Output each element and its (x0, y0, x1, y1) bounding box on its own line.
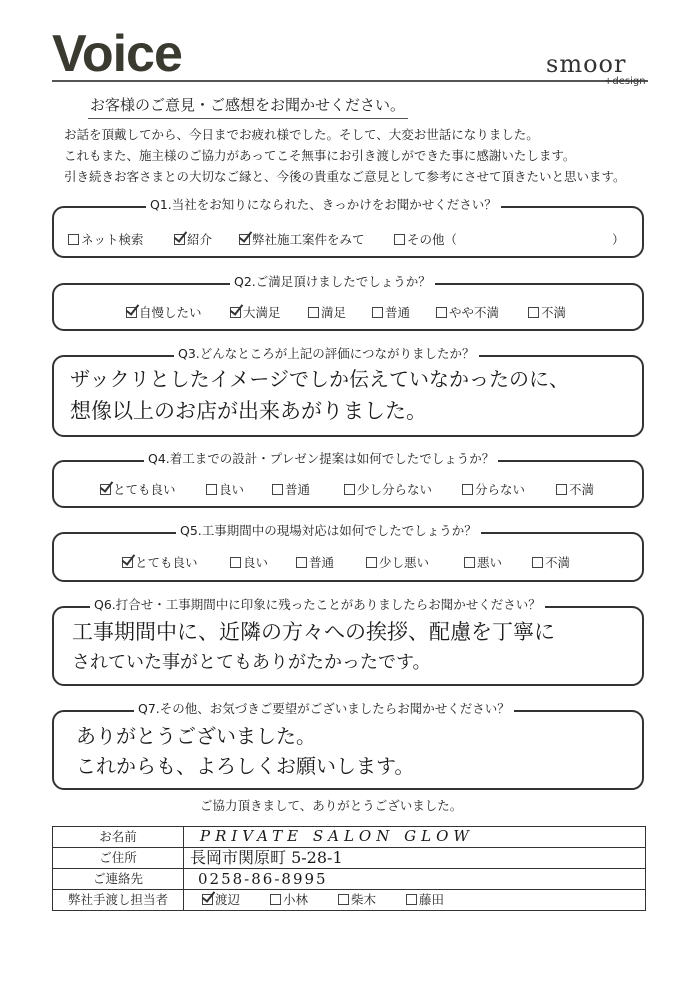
q5-question: Q5.工事期間中の現場対応は如何でしたでしょうか？ (176, 525, 481, 538)
name-label: お名前 (53, 827, 184, 848)
checkbox-checked-icon (122, 557, 133, 568)
q1-close-paren: ） (612, 232, 625, 247)
q2-option[interactable]: やや不満 (436, 307, 499, 320)
q1-option-project[interactable]: 弊社施工案件をみて (239, 234, 365, 247)
checkbox-icon (206, 484, 217, 495)
q4-option[interactable]: 普通 (272, 484, 310, 497)
contact-field[interactable] (184, 869, 646, 890)
q2-option[interactable]: 満足 (308, 307, 346, 320)
intro-heading: お客様のご意見・ご感想をお聞かせください。 (90, 96, 406, 114)
staff-field (184, 890, 646, 911)
q3-answer-line: 想像以上のお店が出来あがりました。 (70, 399, 427, 423)
thanks-message: ご協力頂きまして、ありがとうございました。 (200, 798, 463, 813)
q4-option[interactable]: 少し分らない (344, 484, 432, 497)
q6-box (52, 597, 644, 686)
q4-option[interactable]: 不満 (556, 484, 594, 497)
checkbox-icon (462, 484, 473, 495)
q2-option[interactable]: 普通 (372, 307, 410, 320)
checkbox-checked-icon (126, 307, 137, 318)
q1-option-other[interactable]: その他（ (394, 234, 457, 247)
q2-option[interactable]: 不満 (528, 307, 566, 320)
q7-box (52, 701, 644, 790)
checkbox-icon (394, 234, 405, 245)
q1-option-net[interactable]: ネット検索 (68, 234, 144, 247)
q2-question: Q2.ご満足頂けましたでしょうか？ (230, 276, 435, 289)
table-row (53, 848, 646, 869)
q2-option[interactable]: 自慢したい (126, 307, 202, 320)
checkbox-checked-icon (239, 234, 250, 245)
contact-value: 0258-86-8995 (198, 870, 328, 888)
checkbox-icon (338, 894, 349, 905)
checkbox-icon (372, 307, 383, 318)
table-row (53, 827, 646, 848)
intro-heading-underline (88, 118, 408, 119)
checkbox-checked-icon (230, 307, 241, 318)
q4-option[interactable]: 良い (206, 484, 244, 497)
q4-option[interactable]: 分らない (462, 484, 525, 497)
q1-box (52, 197, 644, 258)
address-label: ご住所 (53, 848, 184, 869)
staff-option[interactable]: 渡辺 (202, 894, 240, 907)
table-row (53, 869, 646, 890)
q2-option[interactable]: 大満足 (230, 307, 281, 320)
checkbox-checked-icon (174, 234, 185, 245)
q5-option[interactable]: とても良い (122, 557, 198, 570)
q4-option[interactable]: とても良い (100, 484, 176, 497)
q5-option[interactable]: 不満 (532, 557, 570, 570)
q5-box (52, 523, 644, 582)
table-row (53, 890, 646, 911)
q5-option[interactable]: 普通 (296, 557, 334, 570)
staff-option[interactable]: 藤田 (406, 894, 444, 907)
name-field[interactable] (184, 827, 646, 848)
brand-logo: smoor (546, 50, 627, 78)
address-value: 長岡市関原町 5-28-1 (190, 848, 343, 867)
q6-answer-line: 工事期間中に、近隣の方々への挨拶、配慮を丁寧に (72, 620, 555, 644)
q7-answer-line: ありがとうございました。 (76, 724, 316, 748)
q3-box (52, 346, 644, 437)
q7-answer-line: これからも、よろしくお願いします。 (76, 754, 415, 778)
page-title: Voice (52, 25, 182, 83)
checkbox-icon (296, 557, 307, 568)
q7-question: Q7.その他、お気づきご要望がございましたらお聞かせください？ (134, 703, 514, 716)
checkbox-icon (68, 234, 79, 245)
checkbox-icon (464, 557, 475, 568)
q6-answer-line: されていた事がとてもありがたかったです。 (72, 652, 431, 673)
intro-line: お話を頂戴してから、今日までお疲れ様でした。そして、大変お世話になりました。 (64, 127, 539, 142)
checkbox-icon (556, 484, 567, 495)
title-underline (52, 80, 648, 82)
intro-text (64, 124, 626, 187)
checkbox-icon (406, 894, 417, 905)
checkbox-icon (436, 307, 447, 318)
staff-option[interactable]: 柴木 (338, 894, 376, 907)
checkbox-icon (230, 557, 241, 568)
q2-box (52, 274, 644, 331)
checkbox-checked-icon (202, 894, 213, 905)
address-field[interactable] (184, 848, 646, 869)
checkbox-icon (270, 894, 281, 905)
checkbox-icon (308, 307, 319, 318)
name-value: PRIVATE SALON GLOW (200, 827, 474, 845)
q1-option-referral[interactable]: 紹介 (174, 234, 212, 247)
q4-question: Q4.着工までの設計・プレゼン提案は如何でしたでしょうか？ (144, 453, 498, 466)
customer-info-table (52, 826, 646, 911)
intro-line: これもまた、施主様のご協力があってこそ無事にお引き渡しができた事に感謝いたします。 (64, 148, 576, 163)
checkbox-icon (528, 307, 539, 318)
q3-answer-line: ザックリとしたイメージでしか伝えていなかったのに、 (70, 367, 569, 391)
q4-box (52, 451, 644, 508)
brand-logo-sub: +design (604, 76, 646, 87)
checkbox-checked-icon (100, 484, 111, 495)
staff-option[interactable]: 小林 (270, 894, 308, 907)
checkbox-icon (272, 484, 283, 495)
q5-option[interactable]: 悪い (464, 557, 502, 570)
checkbox-icon (366, 557, 377, 568)
checkbox-icon (344, 484, 355, 495)
staff-label: 弊社手渡し担当者 (53, 890, 184, 911)
checkbox-icon (532, 557, 543, 568)
contact-label: ご連絡先 (53, 869, 184, 890)
q6-question: Q6.打合せ・工事期間中に印象に残ったことがありましたらお聞かせください？ (90, 599, 545, 612)
q1-question: Q1.当社をお知りになられた、きっかけをお聞かせください？ (146, 199, 501, 212)
q5-option[interactable]: 少し悪い (366, 557, 429, 570)
intro-line: 引き続きお客さまとの大切なご縁と、今後の貴重なご意見として参考にさせて頂きたいと思います。 (64, 169, 626, 184)
q3-question: Q3.どんなところが上記の評価につながりましたか？ (174, 348, 479, 361)
q5-option[interactable]: 良い (230, 557, 268, 570)
